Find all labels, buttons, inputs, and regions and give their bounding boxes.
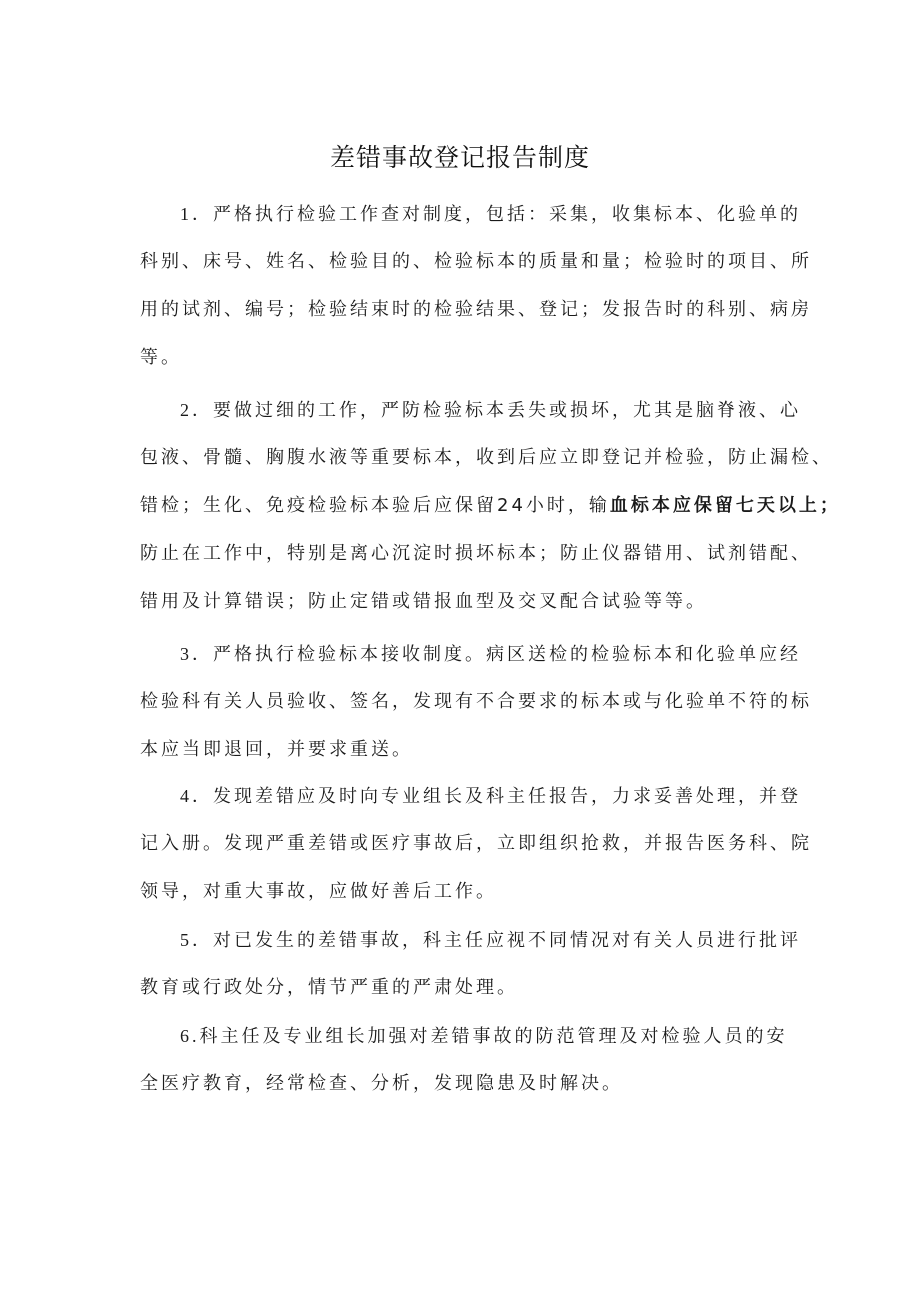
document-title: 差错事故登记报告制度 [329, 143, 590, 172]
paragraph-line: 1．严格执行检验工作查对制度，包括：采集，收集标本、化验单的 [180, 204, 801, 225]
paragraph-line: 教育或行政处分，情节严重的严肃处理。 [140, 977, 518, 998]
paragraph-line: 记入册。发现严重差错或医疗事故后，立即组织抢救，并报告医务科、院 [140, 833, 812, 854]
paragraph-line: 用的试剂、编号；检验结束时的检验结果、登记；发报告时的科别、病房 [140, 299, 812, 320]
paragraph-line: 6.科主任及专业组长加强对差错事故的防范管理及对检验人员的安 [180, 1026, 788, 1047]
item-number: 1 [180, 204, 192, 224]
paragraph-line: 错检；生化、免疫检验标本验后应保留24小时，输血标本应保留七天以上； [140, 495, 841, 516]
paragraph-line: 全医疗教育，经常检查、分析，发现隐患及时解决。 [140, 1073, 623, 1094]
paragraph-line: 2．要做过细的工作，严防检验标本丢失或损坏，尤其是脑脊液、心 [180, 400, 801, 421]
paragraph-line: 3．严格执行检验标本接收制度。病区送检的检验标本和化验单应经 [180, 644, 801, 665]
paragraph-5 [140, 916, 800, 1012]
bold-emphasis: 血标本应保留七天以上； [609, 495, 841, 516]
paragraph-line: 错用及计算错误；防止定错或错报血型及交叉配合试验等等。 [140, 591, 707, 612]
paragraph-3 [140, 630, 812, 774]
paragraph-line: 检验科有关人员验收、签名，发现有不合要求的标本或与化验单不符的标 [140, 691, 812, 712]
paragraph-2 [140, 386, 841, 626]
paragraph-line: 本应当即退回，并要求重送。 [140, 739, 413, 760]
item-number: 4 [180, 786, 192, 806]
paragraph-line: 科别、床号、姓名、检验目的、检验标本的质量和量；检验时的项目、所 [140, 251, 812, 272]
paragraph-1 [140, 190, 812, 382]
paragraph-line: 5．对已发生的差错事故，科主任应视不同情况对有关人员进行批评 [180, 930, 801, 951]
paragraph-line: 防止在工作中，特别是离心沉淀时损坏标本；防止仪器错用、试剂错配、 [140, 543, 812, 564]
paragraph-6 [140, 1012, 800, 1108]
paragraph-line: 包液、骨髓、胸腹水液等重要标本，收到后应立即登记并检验，防止漏检、 [140, 447, 833, 468]
paragraph-line: 4．发现差错应及时向专业组长及科主任报告，力求妥善处理，并登 [180, 786, 801, 807]
item-number: 3 [180, 644, 192, 664]
paragraph-line: 领导，对重大事故，应做好善后工作。 [140, 881, 497, 902]
item-number: 6. [180, 1026, 200, 1046]
paragraph-4 [140, 772, 812, 916]
item-number: 2 [180, 400, 192, 420]
paragraph-line: 等。 [140, 347, 182, 368]
item-number: 5 [180, 930, 192, 950]
